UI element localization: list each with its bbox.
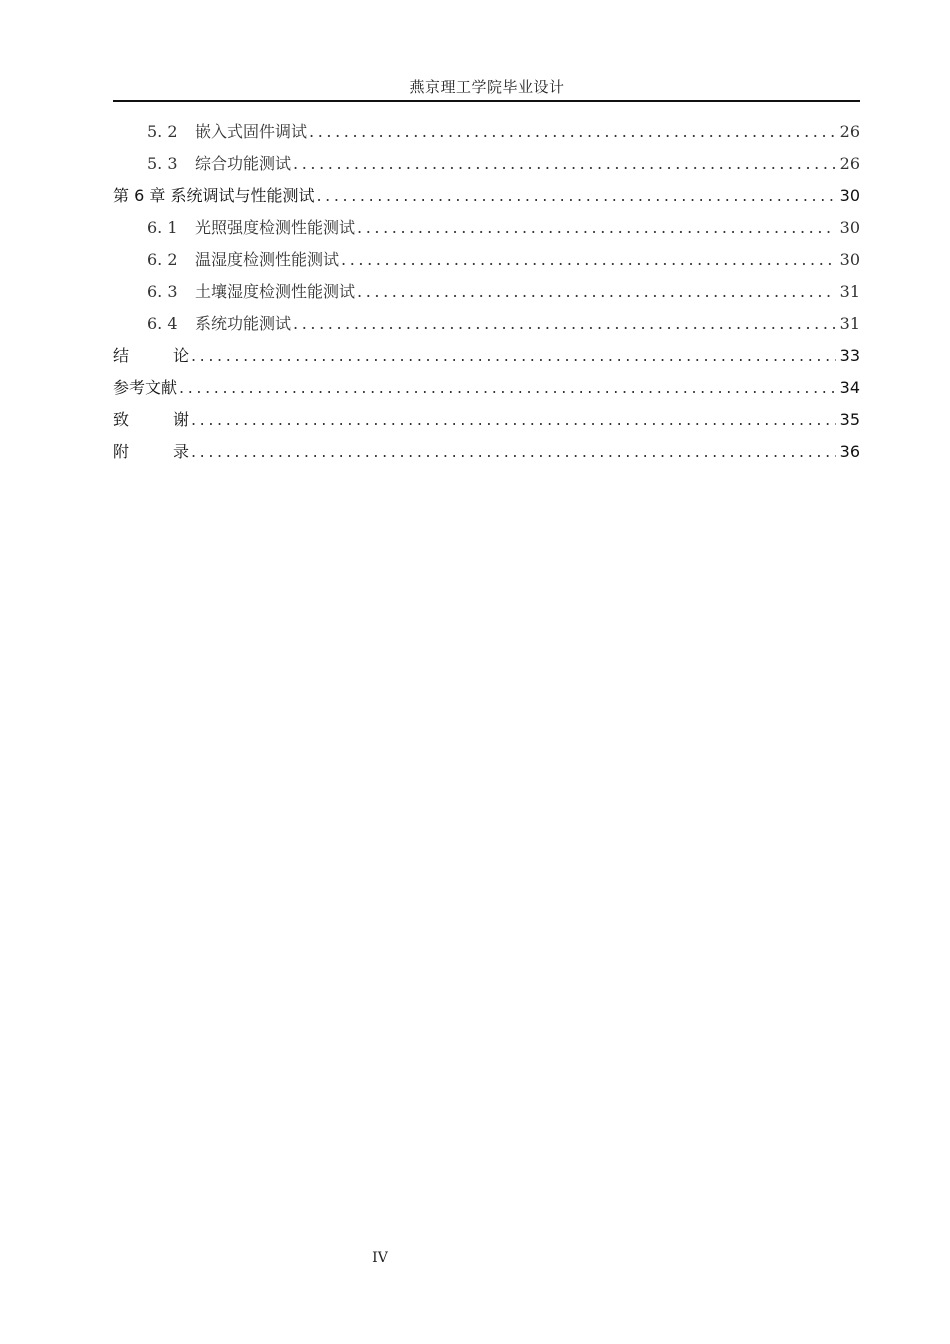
toc-entry-appendix[interactable] [113, 436, 860, 468]
toc-entry-title: 参考文献 [113, 378, 178, 397]
toc-entry-title [113, 340, 189, 372]
table-of-contents [113, 116, 860, 468]
toc-entry-page: 30 [839, 218, 860, 237]
toc-entry-title: 嵌入式固件调试 [195, 122, 308, 141]
toc-entry-page: 26 [839, 122, 860, 141]
toc-entry-number: 5. 2 [147, 122, 178, 141]
toc-entry-page: 30 [839, 250, 860, 269]
toc-entry-number: 6. 2 [147, 250, 178, 269]
toc-dot-leader [341, 244, 836, 276]
toc-title-char: 谢 [172, 410, 189, 429]
toc-dot-leader [293, 148, 836, 180]
toc-entry-acknowledgements[interactable] [113, 404, 860, 436]
page-number: IV [372, 1250, 388, 1266]
toc-entry-title: 系统功能测试 [195, 314, 292, 333]
toc-entry-title: 光照强度检测性能测试 [195, 218, 356, 237]
toc-dot-leader [357, 276, 836, 308]
toc-entry-chapter-6[interactable] [113, 180, 860, 212]
toc-entry-page: 33 [839, 346, 860, 365]
toc-entry-6-3[interactable] [113, 276, 860, 308]
toc-entry-number: 6. 4 [147, 314, 178, 333]
toc-entry-title: 温湿度检测性能测试 [195, 250, 340, 269]
toc-entry-page: 31 [839, 282, 860, 301]
header-divider [113, 100, 860, 102]
toc-entry-title: 综合功能测试 [195, 154, 292, 173]
toc-entry-conclusion[interactable] [113, 340, 860, 372]
toc-entry-6-4[interactable] [113, 308, 860, 340]
toc-dot-leader [357, 212, 836, 244]
toc-entry-page: 34 [839, 378, 860, 397]
toc-dot-leader [309, 116, 836, 148]
toc-entry-page: 26 [839, 154, 860, 173]
toc-entry-number: 6. 1 [147, 218, 178, 237]
toc-entry-references[interactable] [113, 372, 860, 404]
toc-entry-title [113, 436, 189, 468]
toc-title-char: 结 [113, 346, 130, 365]
toc-entry-number: 5. 3 [147, 154, 178, 173]
toc-dot-leader [191, 404, 836, 436]
toc-entry-6-2[interactable] [113, 244, 860, 276]
toc-dot-leader [293, 308, 836, 340]
toc-entry-page: 30 [839, 186, 860, 205]
toc-entry-number: 6. 3 [147, 282, 178, 301]
toc-entry-title: 第 6 章 系统调试与性能测试 [113, 186, 315, 205]
toc-dot-leader [316, 180, 835, 212]
toc-dot-leader [191, 436, 836, 468]
toc-entry-page: 35 [839, 410, 860, 429]
toc-dot-leader [179, 372, 836, 404]
toc-entry-5-2[interactable] [113, 116, 860, 148]
toc-title-char: 论 [172, 346, 189, 365]
toc-title-char: 附 [113, 442, 130, 461]
toc-entry-page: 36 [839, 442, 860, 461]
toc-title-char: 录 [172, 442, 189, 461]
toc-entry-page: 31 [839, 314, 860, 333]
toc-entry-title [113, 404, 189, 436]
toc-title-char: 致 [113, 410, 130, 429]
toc-entry-title: 土壤湿度检测性能测试 [195, 282, 356, 301]
page-header-title: 燕京理工学院毕业设计 [409, 78, 565, 96]
toc-entry-6-1[interactable] [113, 212, 860, 244]
toc-entry-5-3[interactable] [113, 148, 860, 180]
toc-dot-leader [191, 340, 836, 372]
